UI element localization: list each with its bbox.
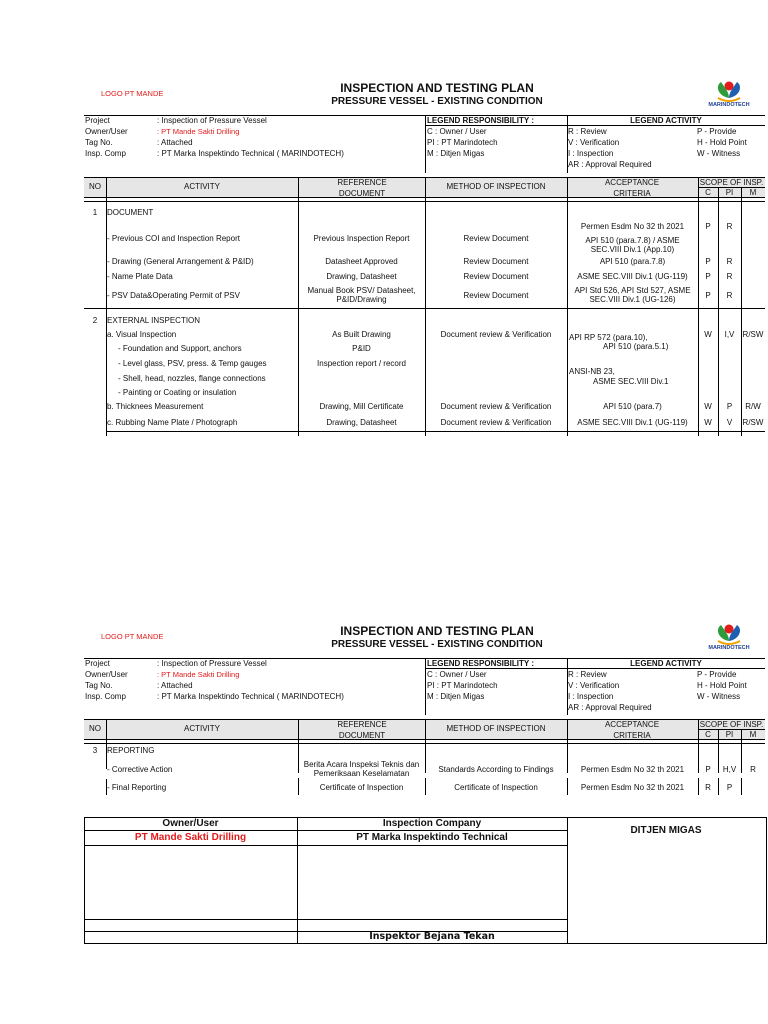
cell-criteria: API 510 (para.7) [603, 402, 662, 411]
cell-c: W [704, 402, 712, 411]
header-method: METHOD OF INSPECTION [446, 182, 546, 191]
header-scope-pi: PI [725, 188, 734, 197]
info-label-owner: Owner/User [85, 670, 128, 679]
signature-ditjen: DITJEN MIGAS [630, 825, 702, 836]
cell-pi: V [726, 418, 733, 427]
cell-method: Review Document [463, 234, 529, 243]
info-value-tag: : Attached [157, 138, 193, 147]
marindotech-logo [704, 78, 754, 112]
plan-title: INSPECTION AND TESTING PLAN [340, 624, 534, 638]
cell-c: P [705, 222, 711, 231]
cell-method: Standards According to Findings [438, 765, 554, 774]
cell-activity: - Level glass, PSV, press. & Temp gauges [118, 359, 267, 368]
brand-name: MARINDOTECH [708, 645, 750, 651]
header-activity: ACTIVITY [183, 724, 220, 733]
cell-reference: Previous Inspection Report [313, 234, 410, 243]
cell-activity: b. Thicknees Measurement [107, 402, 204, 411]
cell-activity: - Shell, head, nozzles, flange connections [118, 374, 266, 383]
legend-resp-item: M : Ditjen Migas [427, 692, 485, 701]
legend-activity-item: W - Witness [697, 692, 741, 701]
legend-resp-title: LEGEND RESPONSIBILITY : [427, 116, 534, 125]
cell-c: P [705, 272, 711, 281]
header-method: METHOD OF INSPECTION [446, 724, 546, 733]
cell-c: W [704, 418, 712, 427]
cell-activity: - Name Plate Data [107, 272, 173, 281]
legend-resp-item: PI : PT Marindotech [427, 138, 498, 147]
header-scope-c: C [705, 188, 711, 197]
header-scope-m: M [749, 188, 757, 197]
cell-activity: - Previous COI and Inspection Report [107, 234, 240, 243]
section-3-title: REPORTING [107, 746, 155, 755]
cell-reference: Manual Book PSV/ Datasheet, P&ID/Drawing [307, 286, 416, 304]
plan-title: INSPECTION AND TESTING PLAN [340, 81, 534, 95]
signature-insp-title: Inspection Company [382, 818, 482, 829]
header-reference: REFERENCE DOCUMENT [337, 720, 387, 740]
marindotech-logo [704, 621, 754, 655]
legend-activity-item: H - Hold Point [697, 138, 747, 147]
plan-subtitle: PRESSURE VESSEL - EXISTING CONDITION [331, 639, 543, 650]
legend-activity-title: LEGEND ACTIVITY [630, 116, 702, 125]
cell-criteria: API RP 572 (para.10), [569, 333, 648, 342]
cell-reference: Berita Acara Inspeksi Teknis dan Pemeriksaan Keselamatan [303, 760, 420, 778]
legend-activity-item: V : Verification [568, 681, 620, 690]
header-scope-m: M [749, 730, 757, 739]
legend-activity-item: P - Provide [697, 127, 737, 136]
cell-m: R/SW [742, 418, 764, 427]
header-scope-c: C [705, 730, 711, 739]
cell-criteria: Permen Esdm No 32 th 2021 [580, 783, 685, 792]
cell-criteria: Permen Esdm No 32 th 2021 [580, 765, 685, 774]
header-criteria: ACCEPTANCE CRITERIA [604, 178, 660, 198]
cell-method: Document review & Verification [440, 418, 552, 427]
cell-reference: Certificate of Inspection [319, 783, 404, 792]
signature-inspector: Inspektor Bejana Tekan [369, 931, 495, 942]
info-value-tag: : Attached [157, 681, 193, 690]
info-label-tag: Tag No. [85, 138, 113, 147]
cell-activity: - Final Reporting [107, 783, 167, 792]
legend-activity-item: R : Review [568, 127, 607, 136]
header-no: NO [89, 182, 101, 191]
legend-activity-title: LEGEND ACTIVITY [630, 659, 702, 668]
cell-activity: a. Visual Inspection [107, 330, 177, 339]
cell-reference: Drawing, Datasheet [326, 418, 397, 427]
cell-pi: R [726, 291, 733, 300]
cell-c: W [704, 330, 712, 339]
signature-owner-name: PT Mande Sakti Drilling [134, 832, 247, 843]
legend-resp-item: C : Owner / User [427, 127, 487, 136]
cell-criteria: ASME SEC.VIII Div.1 (UG-119) [577, 272, 688, 281]
cell-reference: P&ID [352, 344, 371, 353]
cell-pi: I,V [724, 330, 735, 339]
brand-name: MARINDOTECH [708, 102, 750, 108]
cell-criteria: API 510 (para.7.8) [599, 257, 666, 266]
section-3-no: 3 [92, 746, 98, 755]
cell-c: R [705, 783, 711, 792]
info-label-project: Project [85, 659, 110, 668]
cell-c: P [705, 291, 711, 300]
info-value-owner: : PT Mande Sakti Drilling [157, 670, 240, 679]
info-label-insp: Insp. Comp [85, 149, 126, 158]
legend-activity-item: P - Provide [697, 670, 737, 679]
info-value-owner: : PT Mande Sakti Drilling [157, 127, 240, 136]
section-1-no: 1 [92, 208, 98, 217]
legend-activity-item: I : Inspection [568, 149, 614, 158]
header-no: NO [89, 724, 101, 733]
legend-activity-item: R : Review [568, 670, 607, 679]
cell-pi: P [726, 783, 733, 792]
header-scope-pi: PI [725, 730, 734, 739]
cell-method: Document review & Verification [440, 330, 552, 339]
cell-m: R/SW [742, 330, 764, 339]
cell-method: Document review & Verification [440, 402, 552, 411]
cell-method: Review Document [463, 291, 529, 300]
cell-c: P [705, 765, 711, 774]
legend-activity-item: V : Verification [568, 138, 620, 147]
cell-activity: - Painting or Coating or insulation [118, 388, 237, 397]
cell-method: Review Document [463, 272, 529, 281]
cell-pi: R [726, 272, 733, 281]
logo-placeholder: LOGO PT MANDE [101, 632, 164, 641]
info-value-insp: : PT Marka Inspektindo Technical ( MARINDOTECH) [157, 149, 344, 158]
cell-activity: - Corrective Action [107, 765, 173, 774]
cell-criteria: Permen Esdm No 32 th 2021 [580, 222, 685, 231]
header-scope: SCOPE OF INSP. [699, 720, 764, 729]
header-reference: REFERENCE DOCUMENT [337, 178, 387, 198]
cell-reference: As Built Drawing [332, 330, 391, 339]
cell-m: R/W [745, 402, 761, 411]
cell-activity: c. Rubbing Name Plate / Photograph [107, 418, 238, 427]
cell-pi: R [726, 222, 733, 231]
cell-m: R [750, 765, 756, 774]
cell-activity: - Foundation and Support, anchors [118, 344, 242, 353]
legend-activity-item: AR : Approval Required [568, 703, 652, 712]
legend-activity-item: W - Witness [697, 149, 741, 158]
cell-activity: - PSV Data&Operating Permit of PSV [107, 291, 240, 300]
cell-pi: R [726, 257, 733, 266]
section-2-no: 2 [92, 316, 98, 325]
legend-activity-item: H - Hold Point [697, 681, 747, 690]
cell-criteria: API 510 (para.5.1) [603, 342, 669, 351]
signature-owner-title: Owner/User [162, 818, 219, 829]
cell-reference: Drawing, Datasheet [326, 272, 397, 281]
plan-subtitle: PRESSURE VESSEL - EXISTING CONDITION [331, 96, 543, 107]
header-activity: ACTIVITY [183, 182, 220, 191]
section-2-title: EXTERNAL INSPECTION [107, 316, 201, 325]
signature-insp-name: PT Marka Inspektindo Technical [356, 832, 508, 843]
cell-reference: Datasheet Approved [325, 257, 398, 266]
cell-criteria: ANSI-NB 23, [569, 367, 615, 376]
cell-activity: - Drawing (General Arrangement & P&ID) [107, 257, 254, 266]
header-criteria: ACCEPTANCE CRITERIA [604, 720, 660, 740]
info-label-insp: Insp. Comp [85, 692, 126, 701]
info-value-project: : Inspection of Pressure Vessel [157, 116, 267, 125]
info-label-owner: Owner/User [85, 127, 128, 136]
cell-criteria: API 510 (para.7.8) / ASME SEC.VIII Div.1 (App.10) [585, 236, 680, 254]
cell-pi: H,V [722, 765, 737, 774]
legend-resp-item: M : Ditjen Migas [427, 149, 485, 158]
info-label-project: Project [85, 116, 110, 125]
legend-resp-item: C : Owner / User [427, 670, 487, 679]
cell-pi: P [726, 402, 733, 411]
info-value-project: : Inspection of Pressure Vessel [157, 659, 267, 668]
cell-reference: Inspection report / record [317, 359, 406, 368]
info-label-tag: Tag No. [85, 681, 113, 690]
cell-criteria: ASME SEC.VIII Div.1 [593, 377, 669, 386]
cell-criteria: ASME SEC.VIII Div.1 (UG-119) [577, 418, 688, 427]
logo-placeholder: LOGO PT MANDE [101, 89, 164, 98]
legend-resp-item: PI : PT Marindotech [427, 681, 498, 690]
cell-criteria: API Std 526, API Std 527, ASME SEC.VIII Div.1 (UG-126) [574, 286, 691, 304]
info-value-insp: : PT Marka Inspektindo Technical ( MARINDOTECH) [157, 692, 344, 701]
cell-reference: Drawing, Mill Certificate [319, 402, 404, 411]
cell-c: P [705, 257, 711, 266]
cell-method: Certificate of Inspection [454, 783, 538, 792]
section-1-title: DOCUMENT [107, 208, 154, 217]
header-scope: SCOPE OF INSP. [699, 178, 764, 187]
cell-method: Review Document [463, 257, 529, 266]
legend-activity-item: I : Inspection [568, 692, 614, 701]
legend-activity-item: AR : Approval Required [568, 160, 652, 169]
legend-resp-title: LEGEND RESPONSIBILITY : [427, 659, 534, 668]
